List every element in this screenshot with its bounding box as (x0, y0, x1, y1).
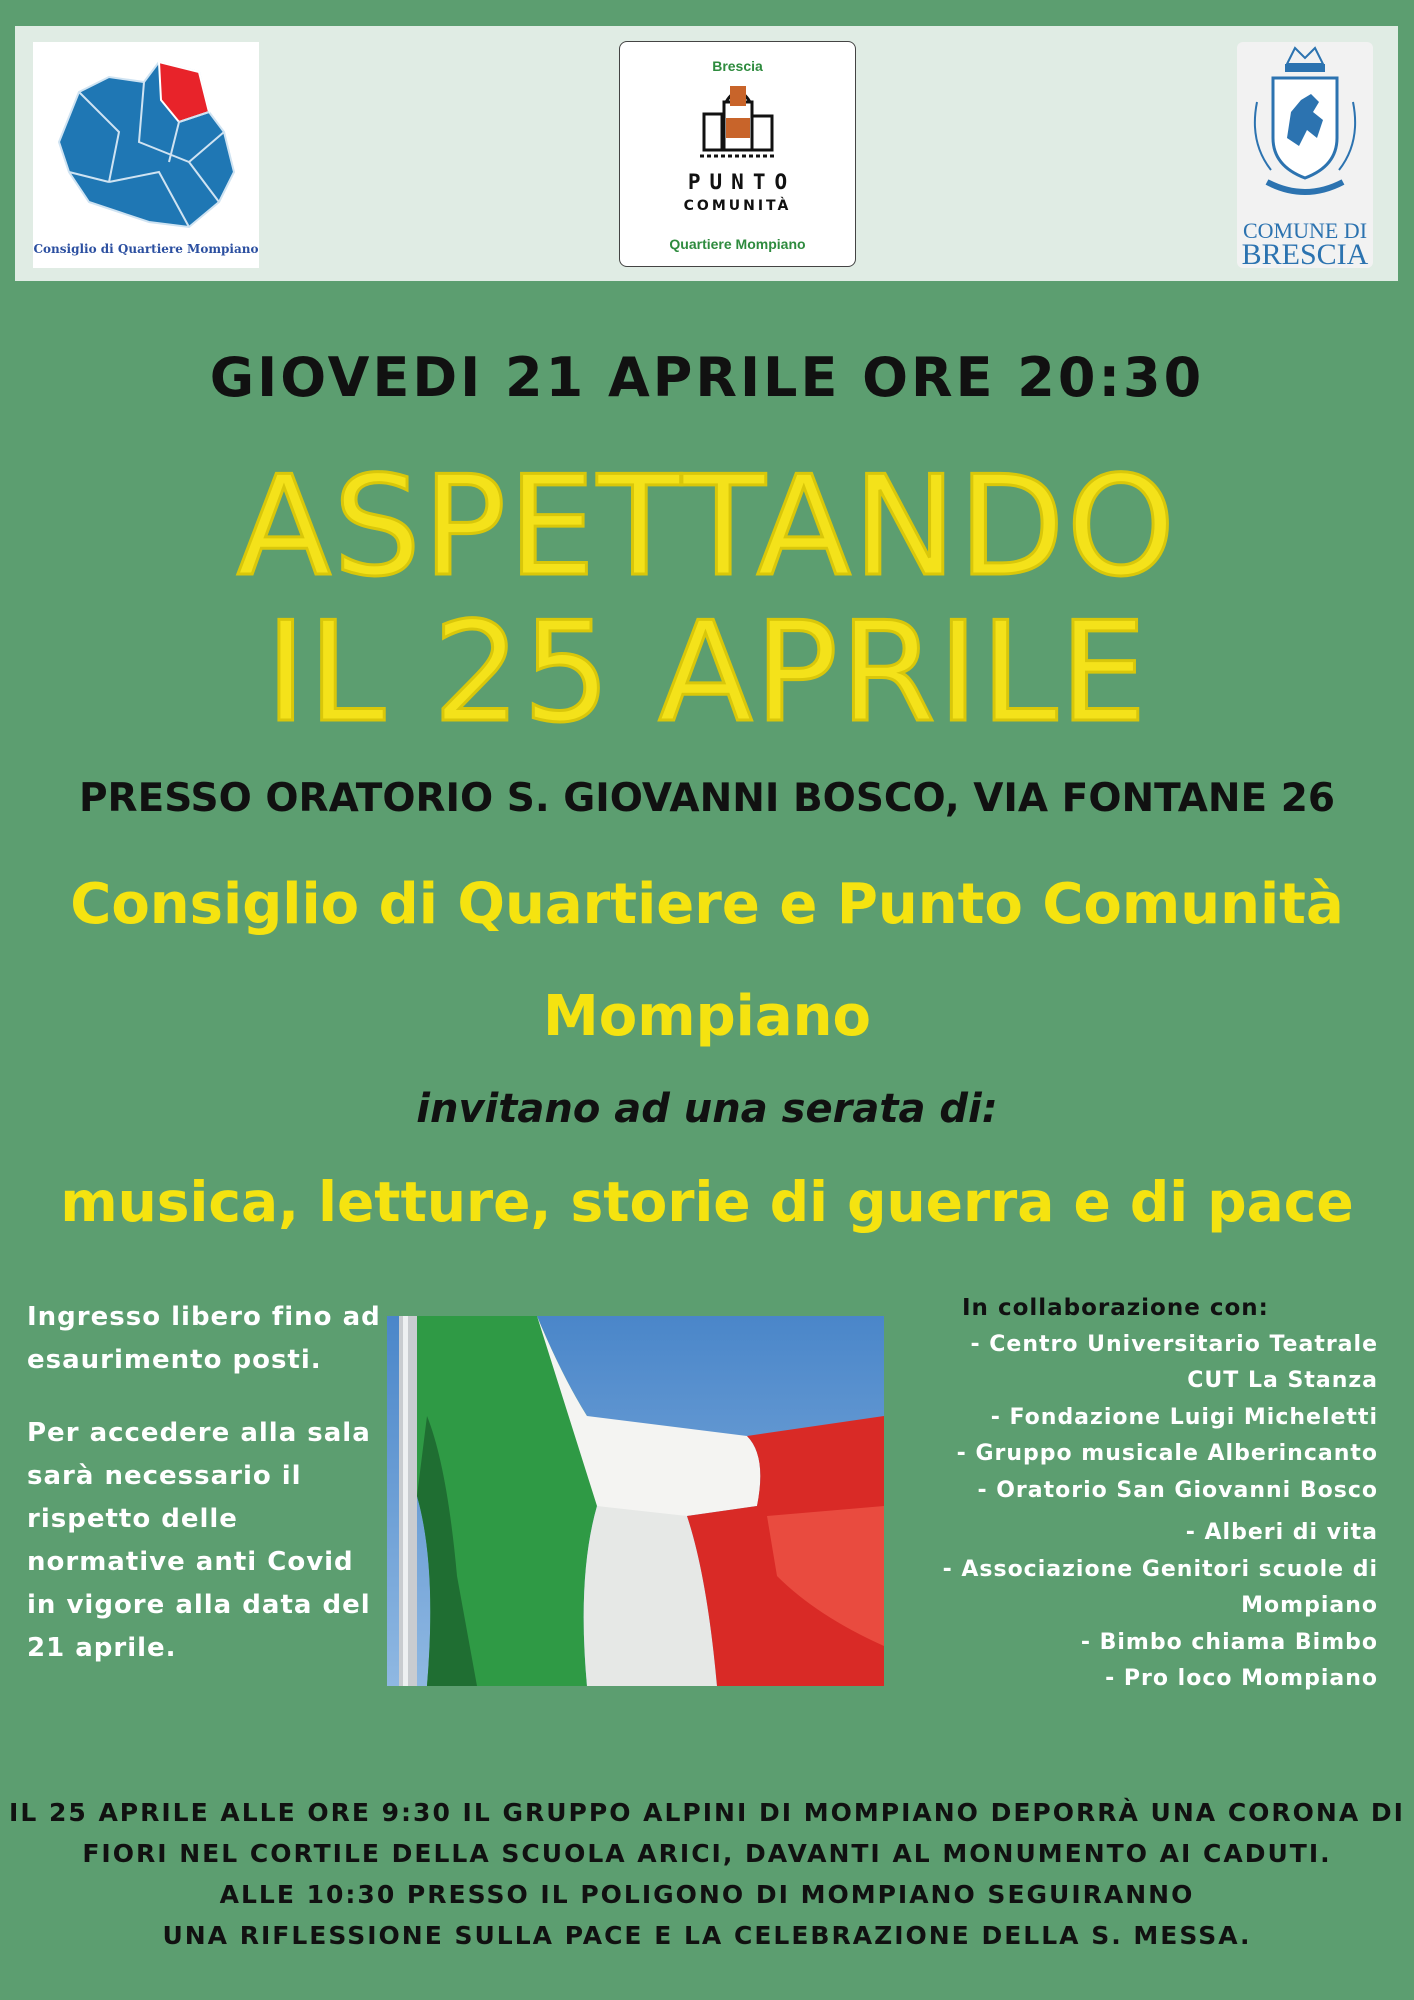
quartiere-map-logo (33, 42, 259, 268)
punto-logo-word2: COMUNITÀ (683, 198, 792, 214)
invite-text: invitano ad una serata di: (416, 1086, 998, 1132)
comune-logo-line2: BRESCIA (1241, 238, 1369, 271)
list-item: - Gruppo musicale Alberincanto (956, 1441, 1378, 1466)
footer-line: IL 25 APRILE ALLE ORE 9:30 IL GRUPPO ALPINI DI MOMPIANO DEPORRÀ UNA CORONA DI (9, 1798, 1405, 1827)
footer-line: UNA RIFLESSIONE SULLA PACE E LA CELEBRAZIONE DELLA S. MESSA. (162, 1921, 1252, 1950)
punto-comunita-logo (619, 41, 856, 267)
district-map-icon (49, 52, 245, 238)
collaboration-list (908, 1290, 1378, 1698)
brescia-coat-of-arms-icon (1243, 42, 1367, 218)
covid-text: Per accedere alla sala sarà necessario il rispetto delle normative anti Covid in vigore alla data del 21 aprile. (27, 1418, 371, 1663)
comune-brescia-logo (1237, 42, 1373, 271)
list-item: - Pro loco Mompiano (1105, 1666, 1378, 1691)
event-topics: musica, letture, storie di guerra e di pace (60, 1170, 1354, 1234)
footer-announcement (0, 1792, 1414, 1956)
entry-info (27, 1296, 387, 1670)
punto-logo-word1: PUNTO (687, 170, 797, 194)
list-item: Mompiano (1241, 1593, 1378, 1618)
list-item: CUT La Stanza (1187, 1368, 1378, 1393)
event-title-line2: IL 25 APRILE (265, 592, 1149, 753)
organizer-line1: Consiglio di Quartiere e Punto Comunità (70, 872, 1344, 937)
footer-line: ALLE 10:30 PRESSO IL POLIGONO DI MOMPIANO SEGUIRANNO (219, 1880, 1195, 1909)
buildings-icon (696, 76, 780, 162)
footer-line: FIORI NEL CORTILE DELLA SCUOLA ARICI, DAVANTI AL MONUMENTO AI CADUTI. (82, 1839, 1332, 1868)
list-item: - Alberi di vita (1185, 1520, 1378, 1545)
quartiere-logo-caption: Consiglio di Quartiere Mompiano (33, 242, 259, 256)
list-item: - Fondazione Luigi Micheletti (990, 1404, 1378, 1430)
event-date: GIOVEDI 21 APRILE ORE 20:30 (209, 346, 1205, 409)
list-item: - Associazione Genitori scuole di (942, 1556, 1378, 1582)
header-logo-band (15, 26, 1398, 281)
event-venue: PRESSO ORATORIO S. GIOVANNI BOSCO, VIA FONTANE 26 (78, 776, 1336, 821)
organizer-line2: Mompiano (543, 984, 871, 1049)
punto-logo-subtitle: Quartiere Mompiano (669, 236, 806, 252)
collaboration-heading: In collaborazione con: (962, 1295, 1269, 1321)
list-item: - Oratorio San Giovanni Bosco (977, 1477, 1378, 1503)
list-item: - Bimbo chiama Bimbo (1080, 1629, 1378, 1655)
event-title-line1: ASPETTANDO (236, 446, 1178, 607)
list-item: - Centro Universitario Teatrale (970, 1331, 1378, 1357)
italian-flag-photo (387, 1316, 884, 1686)
entry-text: Ingresso libero fino ad esaurimento posti. (27, 1302, 381, 1375)
punto-logo-city: Brescia (712, 58, 763, 74)
comune-logo-line1: COMUNE DI (1242, 218, 1368, 243)
